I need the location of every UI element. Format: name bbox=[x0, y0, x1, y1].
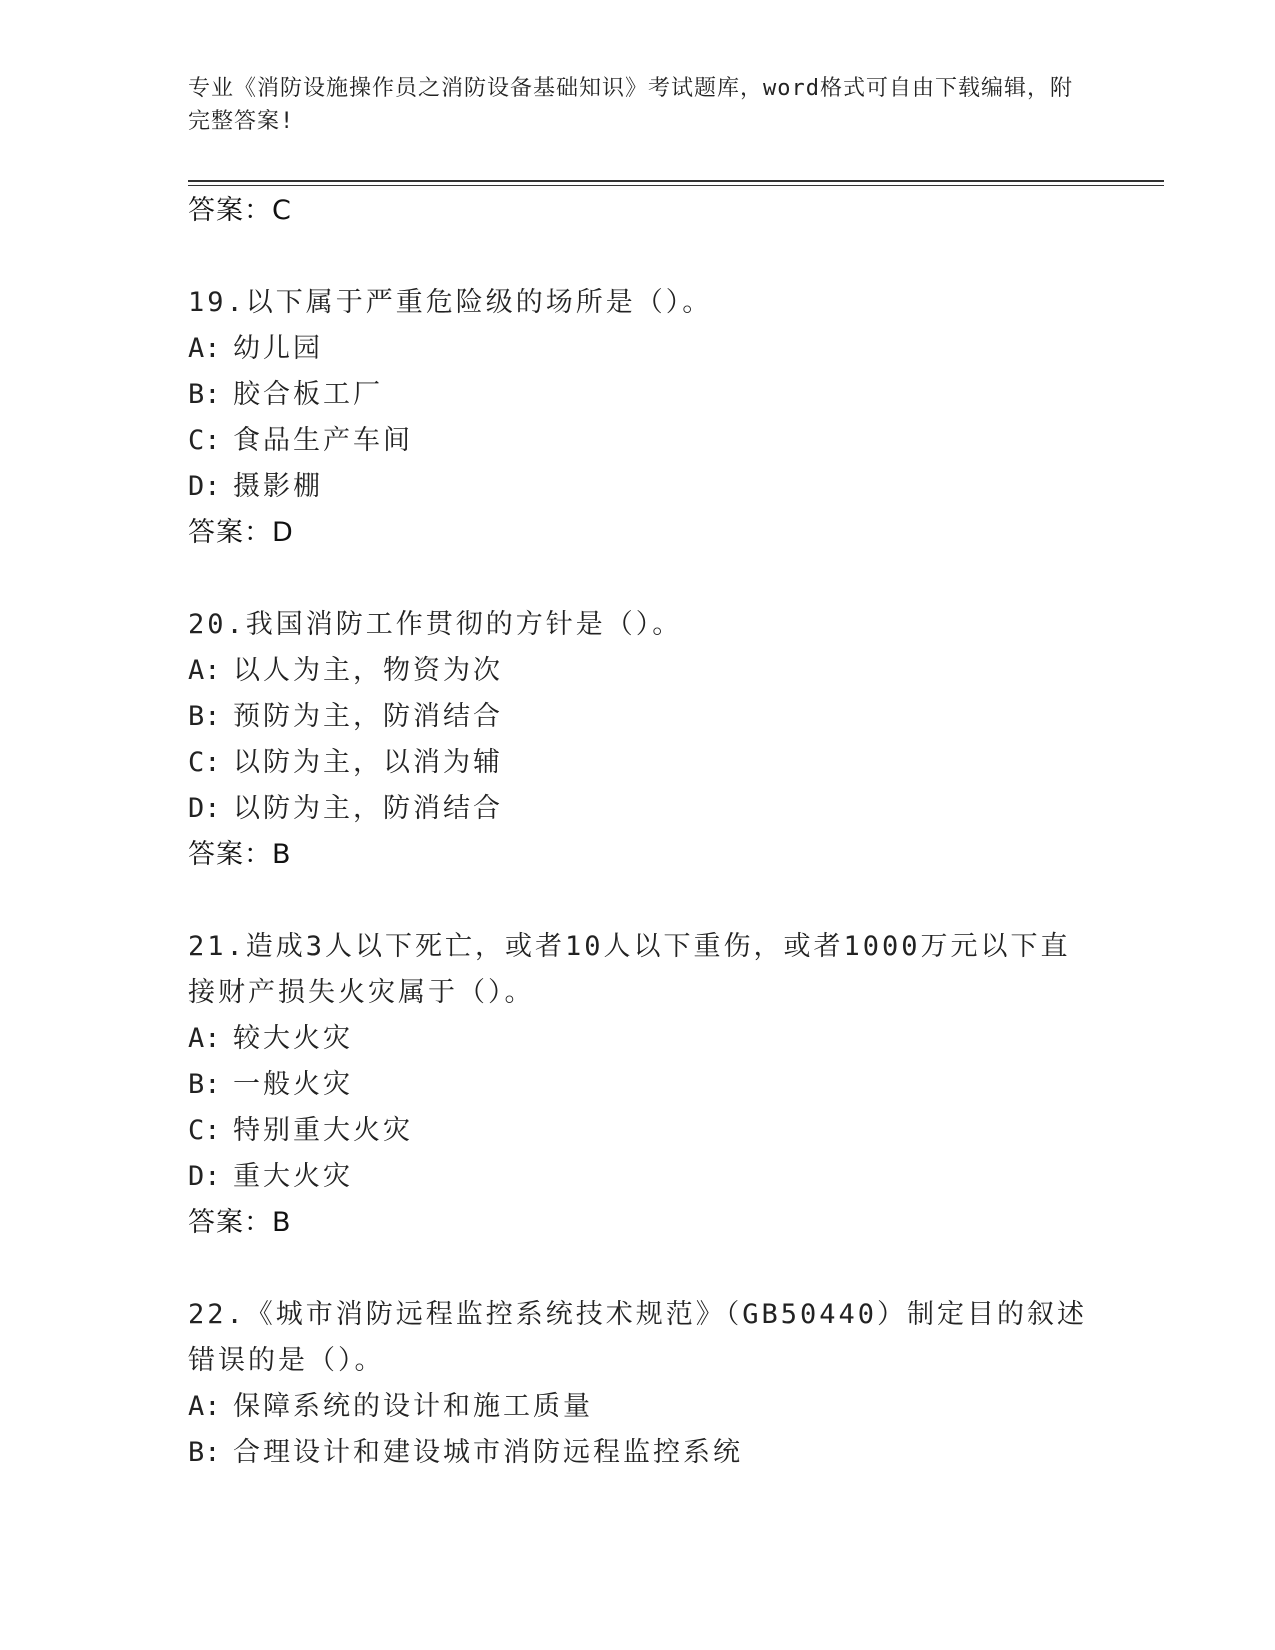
answer-line: 答案：D bbox=[188, 517, 294, 548]
answer-line: 答案：B bbox=[188, 1207, 292, 1238]
option-text: 特别重大火灾 bbox=[233, 1115, 413, 1146]
option-a bbox=[188, 1384, 1088, 1430]
option-c bbox=[188, 1108, 1088, 1154]
option-text: 以防为主，防消结合 bbox=[233, 793, 503, 824]
option-text: 合理设计和建设城市消防远程监控系统 bbox=[233, 1437, 743, 1468]
question-19 bbox=[188, 280, 1088, 556]
option-text: 较大火灾 bbox=[233, 1023, 353, 1054]
option-text: 一般火灾 bbox=[233, 1069, 353, 1100]
option-text: 以防为主，以消为辅 bbox=[233, 747, 503, 778]
question-stem: 22.《城市消防远程监控系统技术规范》（GB50440）制定目的叙述错误的是（）。 bbox=[188, 1299, 1088, 1376]
question-21 bbox=[188, 924, 1088, 1246]
option-b bbox=[188, 694, 1088, 740]
option-d bbox=[188, 1154, 1088, 1200]
header-rule-thin bbox=[188, 185, 1164, 186]
option-key: B: bbox=[188, 701, 221, 732]
option-key: C: bbox=[188, 425, 221, 456]
option-key: D: bbox=[188, 793, 221, 824]
header-note: 专业《消防设施操作员之消防设备基础知识》考试题库，word格式可自由下载编辑，附完整答案! bbox=[188, 76, 1073, 134]
answer-line: 答案：C bbox=[188, 195, 292, 226]
option-key: A: bbox=[188, 655, 221, 686]
question-stem: 19.以下属于严重危险级的场所是（）。 bbox=[188, 287, 713, 318]
option-key: A: bbox=[188, 1391, 221, 1422]
answer-line: 答案：B bbox=[188, 839, 292, 870]
header-rule-thick bbox=[188, 180, 1164, 182]
question-22 bbox=[188, 1292, 1088, 1476]
option-key: B: bbox=[188, 1069, 221, 1100]
option-d bbox=[188, 786, 1088, 832]
question-20 bbox=[188, 602, 1088, 878]
option-c bbox=[188, 418, 1088, 464]
option-d bbox=[188, 464, 1088, 510]
option-text: 食品生产车间 bbox=[233, 425, 413, 456]
option-key: C: bbox=[188, 747, 221, 778]
option-key: C: bbox=[188, 1115, 221, 1146]
option-a bbox=[188, 326, 1088, 372]
option-key: A: bbox=[188, 333, 221, 364]
option-text: 重大火灾 bbox=[233, 1161, 353, 1192]
option-c bbox=[188, 740, 1088, 786]
question-stem: 21.造成3人以下死亡，或者10人以下重伤，或者1000万元以下直接财产损失火灾属于（）。 bbox=[188, 931, 1071, 1008]
option-text: 保障系统的设计和施工质量 bbox=[233, 1391, 593, 1422]
option-key: D: bbox=[188, 1161, 221, 1192]
question-stem: 20.我国消防工作贯彻的方针是（）。 bbox=[188, 609, 683, 640]
option-key: A: bbox=[188, 1023, 221, 1054]
option-text: 幼儿园 bbox=[233, 333, 323, 364]
option-text: 预防为主，防消结合 bbox=[233, 701, 503, 732]
option-b bbox=[188, 1062, 1088, 1108]
option-b bbox=[188, 372, 1088, 418]
question-list bbox=[188, 188, 1088, 1476]
option-text: 以人为主，物资为次 bbox=[233, 655, 503, 686]
option-key: B: bbox=[188, 1437, 221, 1468]
option-a bbox=[188, 648, 1088, 694]
option-key: D: bbox=[188, 471, 221, 502]
option-text: 胶合板工厂 bbox=[233, 379, 383, 410]
option-text: 摄影棚 bbox=[233, 471, 323, 502]
option-b bbox=[188, 1430, 1088, 1476]
option-a bbox=[188, 1016, 1088, 1062]
option-key: B: bbox=[188, 379, 221, 410]
